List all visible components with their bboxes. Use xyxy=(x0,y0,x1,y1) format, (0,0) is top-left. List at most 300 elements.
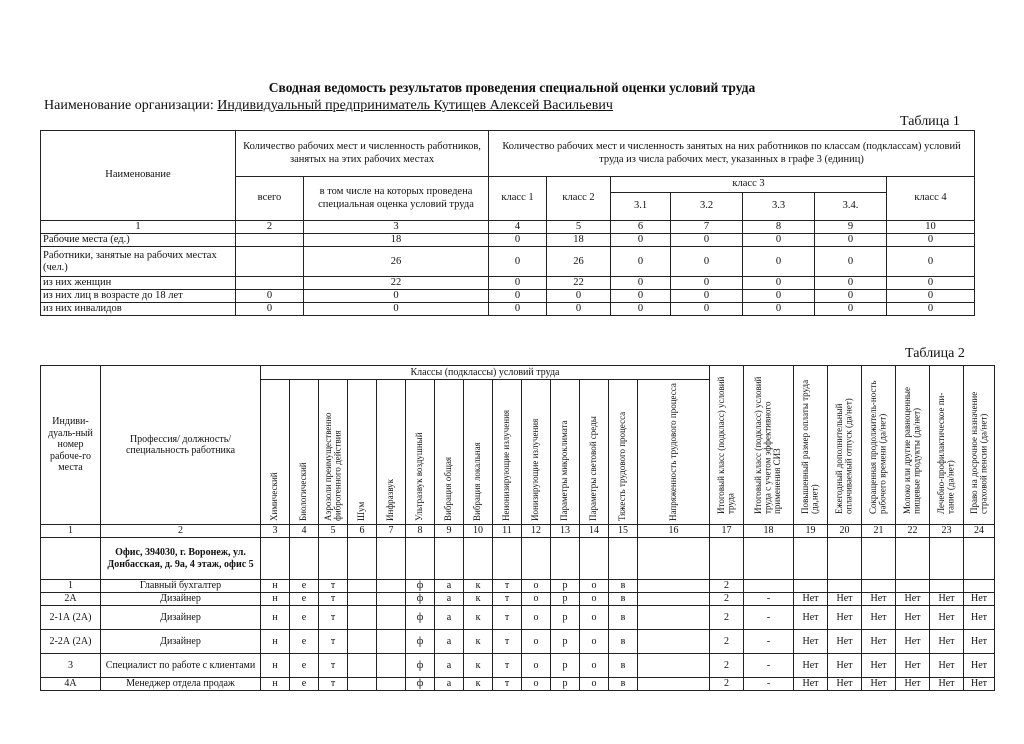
t2-result-value: Нет xyxy=(896,606,930,630)
t2-factor-value: т xyxy=(319,593,348,606)
t2-factor-value: н xyxy=(261,630,290,654)
t2-empty-cell xyxy=(377,538,406,580)
t2-empty-cell xyxy=(896,538,930,580)
t2-col-number: 5 xyxy=(319,525,348,538)
t2-row xyxy=(41,630,995,654)
t1-row-name: Работники, занятые на рабочих местах (чел.) xyxy=(41,247,236,277)
t2-factor-value: т xyxy=(493,654,522,678)
t2-col-number: 9 xyxy=(435,525,464,538)
t2-factor-value: о xyxy=(580,606,609,630)
t2-row-profession: Дизайнер xyxy=(101,606,261,630)
t2-result-value: Нет xyxy=(828,606,862,630)
t2-header-classes: Классы (подклассы) условий труда xyxy=(261,366,710,380)
t1-cell: 0 xyxy=(489,234,547,247)
t2-col-number: 1 xyxy=(41,525,101,538)
t1-number-row xyxy=(41,221,975,234)
t2-result-value: Нет xyxy=(794,630,828,654)
t2-factor-value xyxy=(638,606,710,630)
t2-factor-value: р xyxy=(551,654,580,678)
t2-empty-cell xyxy=(406,538,435,580)
t2-col-number: 15 xyxy=(609,525,638,538)
t2-row-id: 3 xyxy=(41,654,101,678)
t2-factor-value: н xyxy=(261,593,290,606)
t2-factor-value: ф xyxy=(406,630,435,654)
t2-row xyxy=(41,580,995,593)
t2-empty-cell xyxy=(464,538,493,580)
t2-result-value xyxy=(794,580,828,593)
t2-factor-value: о xyxy=(522,678,551,691)
t2-factor-value xyxy=(348,630,377,654)
t2-factor-value: а xyxy=(435,654,464,678)
t2-row xyxy=(41,606,995,630)
t2-result-value: Нет xyxy=(828,630,862,654)
t2-col-number: 20 xyxy=(828,525,862,538)
t1-cell: 22 xyxy=(304,277,489,290)
t2-factor-cell xyxy=(348,380,377,525)
t2-col-number: 24 xyxy=(964,525,995,538)
t2-factor-value: о xyxy=(522,593,551,606)
t1-cell: 0 xyxy=(815,247,887,277)
t2-factor-value: р xyxy=(551,606,580,630)
t2-empty-cell xyxy=(522,538,551,580)
t2-factor-value: ф xyxy=(406,580,435,593)
t2-factor-value: а xyxy=(435,678,464,691)
t2-row-id: 4А xyxy=(41,678,101,691)
t1-col-number: 8 xyxy=(743,221,815,234)
t1-cell: 0 xyxy=(489,277,547,290)
t1-cell: 0 xyxy=(887,277,975,290)
t2-factor-value xyxy=(377,580,406,593)
t2-factor-cell xyxy=(638,380,710,525)
t2-office-row xyxy=(41,538,995,580)
t2-factor-value: е xyxy=(290,678,319,691)
t2-factor-value: н xyxy=(261,678,290,691)
t2-factor-header: Тяжесть трудового процесса xyxy=(617,411,628,521)
t2-col-number: 14 xyxy=(580,525,609,538)
t2-result-value: - xyxy=(744,630,794,654)
t1-cell: 0 xyxy=(547,290,611,303)
t2-col-number: 3 xyxy=(261,525,290,538)
organization-line xyxy=(44,98,613,114)
t1-cell: 0 xyxy=(815,234,887,247)
t2-factor-value: к xyxy=(464,606,493,630)
t1-cell: 0 xyxy=(671,234,743,247)
t2-factor-cell xyxy=(261,380,290,525)
t2-result-value: Нет xyxy=(794,593,828,606)
t1-row-name: из них женщин xyxy=(41,277,236,290)
t1-col-number: 1 xyxy=(41,221,236,234)
t2-factor-value xyxy=(377,593,406,606)
t2-factor-header: Инфразвук xyxy=(385,478,396,521)
t2-factor-value: р xyxy=(551,593,580,606)
t2-factor-header: Шум xyxy=(356,501,367,521)
t2-factor-value: к xyxy=(464,654,493,678)
t1-cell: 0 xyxy=(611,234,671,247)
t2-factor-value: р xyxy=(551,630,580,654)
t1-cell: 0 xyxy=(671,290,743,303)
t1-header-assessed: в том числе на которых проведена специальная оценка условий труда xyxy=(304,177,489,221)
t2-factor-header: Химический xyxy=(269,472,280,521)
t2-factor-cell xyxy=(580,380,609,525)
t2-empty-cell xyxy=(551,538,580,580)
t1-header-count: Количество рабочих мест и численность работников, занятых на этих рабочих местах xyxy=(236,131,489,177)
t2-factor-cell xyxy=(377,380,406,525)
t2-row-profession: Менеджер отдела продаж xyxy=(101,678,261,691)
t1-cell: 0 xyxy=(743,290,815,303)
t1-header-name: Наименование xyxy=(41,131,236,221)
t2-empty-cell xyxy=(348,538,377,580)
workplaces-table xyxy=(40,365,995,691)
t2-result-value: 2 xyxy=(710,593,744,606)
t2-empty-cell xyxy=(435,538,464,580)
t2-factor-value: о xyxy=(580,654,609,678)
t1-header-class3: класс 3 xyxy=(611,177,887,193)
t1-cell: 26 xyxy=(304,247,489,277)
t2-factor-value: в xyxy=(609,678,638,691)
t1-col-number: 5 xyxy=(547,221,611,234)
t2-result-value xyxy=(896,580,930,593)
t2-factor-value xyxy=(638,678,710,691)
t2-office-id xyxy=(41,538,101,580)
t1-cell: 0 xyxy=(743,277,815,290)
t2-factor-value: т xyxy=(493,678,522,691)
t2-result-value: Нет xyxy=(828,593,862,606)
t2-result-value: Нет xyxy=(930,630,964,654)
t2-col-number: 23 xyxy=(930,525,964,538)
t1-cell: 0 xyxy=(815,303,887,316)
t2-factor-cell xyxy=(435,380,464,525)
t2-result-value: Нет xyxy=(828,678,862,691)
t2-office-name: Офис, 394030, г. Воронеж, ул. Донбасская, д. 9а, 4 этаж, офис 5 xyxy=(101,538,261,580)
t2-empty-cell xyxy=(493,538,522,580)
t2-header-20: Ежегодный дополнительный оплачиваемый отпуск (да/нет) xyxy=(834,398,854,514)
t1-cell: 0 xyxy=(611,303,671,316)
t1-col-number: 10 xyxy=(887,221,975,234)
t2-factor-cell xyxy=(493,380,522,525)
t2-factor-value: о xyxy=(580,678,609,691)
t2-factor-header: Ультразвук воздушный xyxy=(414,432,425,521)
t1-cell: 0 xyxy=(489,247,547,277)
t2-result-value: - xyxy=(744,654,794,678)
t2-factor-value: ф xyxy=(406,606,435,630)
t2-factor-value xyxy=(348,654,377,678)
t2-header-profession: Профессия/ должность/ специальность работника xyxy=(101,366,261,525)
t2-result-value: 2 xyxy=(710,630,744,654)
t2-factor-value: к xyxy=(464,593,493,606)
t1-header-total: всего xyxy=(236,177,304,221)
t2-factor-value: в xyxy=(609,654,638,678)
t2-factor-value: н xyxy=(261,580,290,593)
t2-col-number: 16 xyxy=(638,525,710,538)
t2-factor-value: т xyxy=(493,630,522,654)
t1-header-3-2: 3.2 xyxy=(671,193,743,221)
organization-name: Индивидуальный предприниматель Кутищев Алексей Васильевич xyxy=(217,98,613,113)
t1-col-number: 2 xyxy=(236,221,304,234)
t2-empty-cell xyxy=(609,538,638,580)
t1-cell: 0 xyxy=(815,277,887,290)
t2-factor-value: т xyxy=(319,654,348,678)
t2-factor-value: в xyxy=(609,630,638,654)
summary-table xyxy=(40,130,975,316)
t2-factor-value: в xyxy=(609,580,638,593)
t2-row-profession: Дизайнер xyxy=(101,593,261,606)
t2-factor-value: к xyxy=(464,630,493,654)
t2-factor-value: ф xyxy=(406,654,435,678)
t2-factor-value: о xyxy=(580,593,609,606)
t2-row xyxy=(41,678,995,691)
t1-col-number: 4 xyxy=(489,221,547,234)
t2-col-number: 21 xyxy=(862,525,896,538)
t2-empty-cell xyxy=(828,538,862,580)
t2-result-value: Нет xyxy=(862,606,896,630)
t1-cell: 0 xyxy=(304,303,489,316)
t2-col-number: 6 xyxy=(348,525,377,538)
t2-factor-value: р xyxy=(551,678,580,691)
t1-cell: 0 xyxy=(611,247,671,277)
t1-row xyxy=(41,234,975,247)
t1-cell: 0 xyxy=(489,303,547,316)
t2-empty-cell xyxy=(261,538,290,580)
t1-header-class2: класс 2 xyxy=(547,177,611,221)
t2-factor-value xyxy=(348,606,377,630)
t2-factor-value: о xyxy=(522,630,551,654)
t1-cell: 0 xyxy=(743,234,815,247)
t2-factor-value xyxy=(638,654,710,678)
t2-factor-header: Аэрозоли преимущественно фиброгенного действия xyxy=(322,412,342,521)
t2-col-number: 17 xyxy=(710,525,744,538)
t2-number-row xyxy=(41,525,995,538)
t2-row xyxy=(41,593,995,606)
t2-result-value: Нет xyxy=(794,654,828,678)
t2-factor-header: Вибрация общая xyxy=(443,456,454,521)
t2-factor-cell xyxy=(551,380,580,525)
t1-cell: 0 xyxy=(743,303,815,316)
t2-factor-value: к xyxy=(464,580,493,593)
t2-factor-cell xyxy=(464,380,493,525)
t2-factor-value xyxy=(377,678,406,691)
t2-factor-value xyxy=(638,630,710,654)
t2-result-value: Нет xyxy=(896,654,930,678)
t2-factor-value: ф xyxy=(406,593,435,606)
t1-row-name: из них лиц в возрасте до 18 лет xyxy=(41,290,236,303)
t1-cell xyxy=(236,234,304,247)
t1-row xyxy=(41,290,975,303)
t1-header-class1: класс 1 xyxy=(489,177,547,221)
t2-result-value: 2 xyxy=(710,580,744,593)
t2-result-value: Нет xyxy=(794,606,828,630)
t2-factor-value: н xyxy=(261,654,290,678)
t2-result-value: Нет xyxy=(862,654,896,678)
t1-header-3-4: 3.4. xyxy=(815,193,887,221)
t2-col-number: 18 xyxy=(744,525,794,538)
t2-header-18: Итоговый класс (подкласс) условий труда с учетом эффективного применения СИЗ xyxy=(753,376,783,514)
t1-row xyxy=(41,303,975,316)
t2-header-id: Индиви-дуаль-ный номер рабоче-го места xyxy=(41,366,101,525)
t2-factor-value: а xyxy=(435,580,464,593)
t2-result-value: Нет xyxy=(828,654,862,678)
t1-cell: 0 xyxy=(887,247,975,277)
t2-result-value: Нет xyxy=(964,654,995,678)
t2-factor-value: ф xyxy=(406,678,435,691)
t2-factor-value: р xyxy=(551,580,580,593)
t2-empty-cell xyxy=(964,538,995,580)
t2-result-value: - xyxy=(744,593,794,606)
t2-factor-cell xyxy=(290,380,319,525)
t2-factor-value: в xyxy=(609,606,638,630)
t2-factor-header: Параметры световой среды xyxy=(588,416,599,521)
t2-header-21: Сокращенная продолжитель-ность рабочего времени (да/нет) xyxy=(868,380,888,514)
t2-factor-value: о xyxy=(522,654,551,678)
t2-factor-value xyxy=(348,580,377,593)
t1-cell: 22 xyxy=(547,277,611,290)
t2-result-value: Нет xyxy=(862,593,896,606)
t2-result-value: Нет xyxy=(794,678,828,691)
t2-empty-cell xyxy=(710,538,744,580)
t1-cell: 0 xyxy=(743,247,815,277)
t2-factor-value: т xyxy=(319,606,348,630)
t2-result-value: Нет xyxy=(862,630,896,654)
t2-result-value: - xyxy=(744,678,794,691)
t1-header-3-1: 3.1 xyxy=(611,193,671,221)
t1-row-name: из них инвалидов xyxy=(41,303,236,316)
t1-cell xyxy=(236,277,304,290)
t2-factor-value xyxy=(377,630,406,654)
t1-col-number: 3 xyxy=(304,221,489,234)
t1-cell: 0 xyxy=(547,303,611,316)
t1-header-3-3: 3.3 xyxy=(743,193,815,221)
t2-factor-value: а xyxy=(435,593,464,606)
t2-col-number: 8 xyxy=(406,525,435,538)
t1-col-number: 7 xyxy=(671,221,743,234)
t1-cell: 0 xyxy=(236,290,304,303)
t2-factor-value xyxy=(348,593,377,606)
t2-col-number: 19 xyxy=(794,525,828,538)
t2-col-number: 10 xyxy=(464,525,493,538)
t2-factor-value xyxy=(377,606,406,630)
t2-result-value: Нет xyxy=(896,678,930,691)
t2-result-value: Нет xyxy=(930,678,964,691)
t1-cell: 0 xyxy=(887,303,975,316)
t2-result-value xyxy=(930,580,964,593)
t2-factor-value: в xyxy=(609,593,638,606)
t2-row-profession: Дизайнер xyxy=(101,630,261,654)
t2-result-value: Нет xyxy=(964,606,995,630)
t2-factor-cell xyxy=(406,380,435,525)
t2-col-number: 2 xyxy=(101,525,261,538)
t2-row-id: 1 xyxy=(41,580,101,593)
t2-col-number: 11 xyxy=(493,525,522,538)
t2-factor-cell xyxy=(522,380,551,525)
document-title: Сводная ведомость результатов проведения специальной оценки условий труда xyxy=(268,80,756,95)
t2-factor-value: а xyxy=(435,606,464,630)
t2-factor-header: Ионизирующие излучения xyxy=(530,418,541,521)
t2-factor-value xyxy=(638,593,710,606)
t2-result-value: Нет xyxy=(930,606,964,630)
t2-result-value: Нет xyxy=(930,654,964,678)
t1-row-name: Рабочие места (ед.) xyxy=(41,234,236,247)
t2-factor-value: о xyxy=(522,606,551,630)
t2-header-17: Итоговый класс (подкласс) условий труда xyxy=(716,376,736,514)
t2-row-id: 2-2А (2А) xyxy=(41,630,101,654)
t2-factor-value: т xyxy=(493,593,522,606)
t1-cell: 0 xyxy=(304,290,489,303)
t1-cell: 0 xyxy=(236,303,304,316)
t2-result-value: 2 xyxy=(710,606,744,630)
t1-cell: 0 xyxy=(887,234,975,247)
t2-result-value: Нет xyxy=(896,593,930,606)
t2-factor-value: т xyxy=(493,606,522,630)
t2-header-22: Молоко или другие равноценные пищевые продукты (да/нет) xyxy=(902,387,922,514)
t2-result-value: Нет xyxy=(862,678,896,691)
t2-col-number: 22 xyxy=(896,525,930,538)
t2-empty-cell xyxy=(290,538,319,580)
t2-empty-cell xyxy=(638,538,710,580)
t2-header-23: Лечебно-профилактическое пи-тание (да/нет) xyxy=(936,392,956,514)
t2-header-24: Право на досрочное назначение страховой пенсии (да/нет) xyxy=(968,391,988,514)
t2-factor-value: е xyxy=(290,606,319,630)
t1-cell: 0 xyxy=(887,290,975,303)
t2-factor-value: е xyxy=(290,654,319,678)
t1-cell xyxy=(236,247,304,277)
t2-factor-value xyxy=(377,654,406,678)
t2-factor-value: о xyxy=(580,580,609,593)
t2-factor-value: о xyxy=(522,580,551,593)
t2-col-number: 12 xyxy=(522,525,551,538)
t2-result-value: 2 xyxy=(710,678,744,691)
table2-caption: Таблица 2 xyxy=(905,346,965,361)
t2-factor-cell xyxy=(609,380,638,525)
t2-result-value xyxy=(964,580,995,593)
t2-result-value: Нет xyxy=(964,593,995,606)
t2-result-value xyxy=(744,580,794,593)
t1-col-number: 9 xyxy=(815,221,887,234)
t2-factor-value: к xyxy=(464,678,493,691)
t2-col-number: 7 xyxy=(377,525,406,538)
t2-empty-cell xyxy=(319,538,348,580)
t1-cell: 0 xyxy=(611,277,671,290)
t2-row xyxy=(41,654,995,678)
t2-result-value: Нет xyxy=(896,630,930,654)
t2-result-value: Нет xyxy=(964,678,995,691)
t2-factor-cell xyxy=(319,380,348,525)
t2-factor-value: о xyxy=(580,630,609,654)
t1-cell: 18 xyxy=(547,234,611,247)
t2-empty-cell xyxy=(930,538,964,580)
t2-row-id: 2А xyxy=(41,593,101,606)
t2-factor-header: Параметры микроклимата xyxy=(559,420,570,521)
t1-header-classes: Количество рабочих мест и численность занятых на них работников по классам (подклассам) условий труда из числа рабочих мест, указанных в графе 3 (единиц) xyxy=(489,131,975,177)
t2-factor-value: е xyxy=(290,580,319,593)
t2-factor-header: Биологический xyxy=(298,462,309,521)
t2-factor-header: Напряженность трудового процесса xyxy=(667,383,678,521)
t1-cell: 0 xyxy=(489,290,547,303)
t2-result-value: Нет xyxy=(964,630,995,654)
t1-row xyxy=(41,247,975,277)
t1-cell: 18 xyxy=(304,234,489,247)
t2-empty-cell xyxy=(794,538,828,580)
t2-empty-cell xyxy=(862,538,896,580)
t2-row-profession: Главный бухгалтер xyxy=(101,580,261,593)
t2-result-value xyxy=(828,580,862,593)
t2-result-value: 2 xyxy=(710,654,744,678)
t2-factor-value: е xyxy=(290,593,319,606)
t2-result-value: - xyxy=(744,606,794,630)
t1-cell: 0 xyxy=(611,290,671,303)
t2-factor-value: т xyxy=(319,678,348,691)
t2-factor-value: е xyxy=(290,630,319,654)
t2-factor-value: т xyxy=(319,580,348,593)
t2-factor-header: Вибрация локальная xyxy=(472,442,483,521)
